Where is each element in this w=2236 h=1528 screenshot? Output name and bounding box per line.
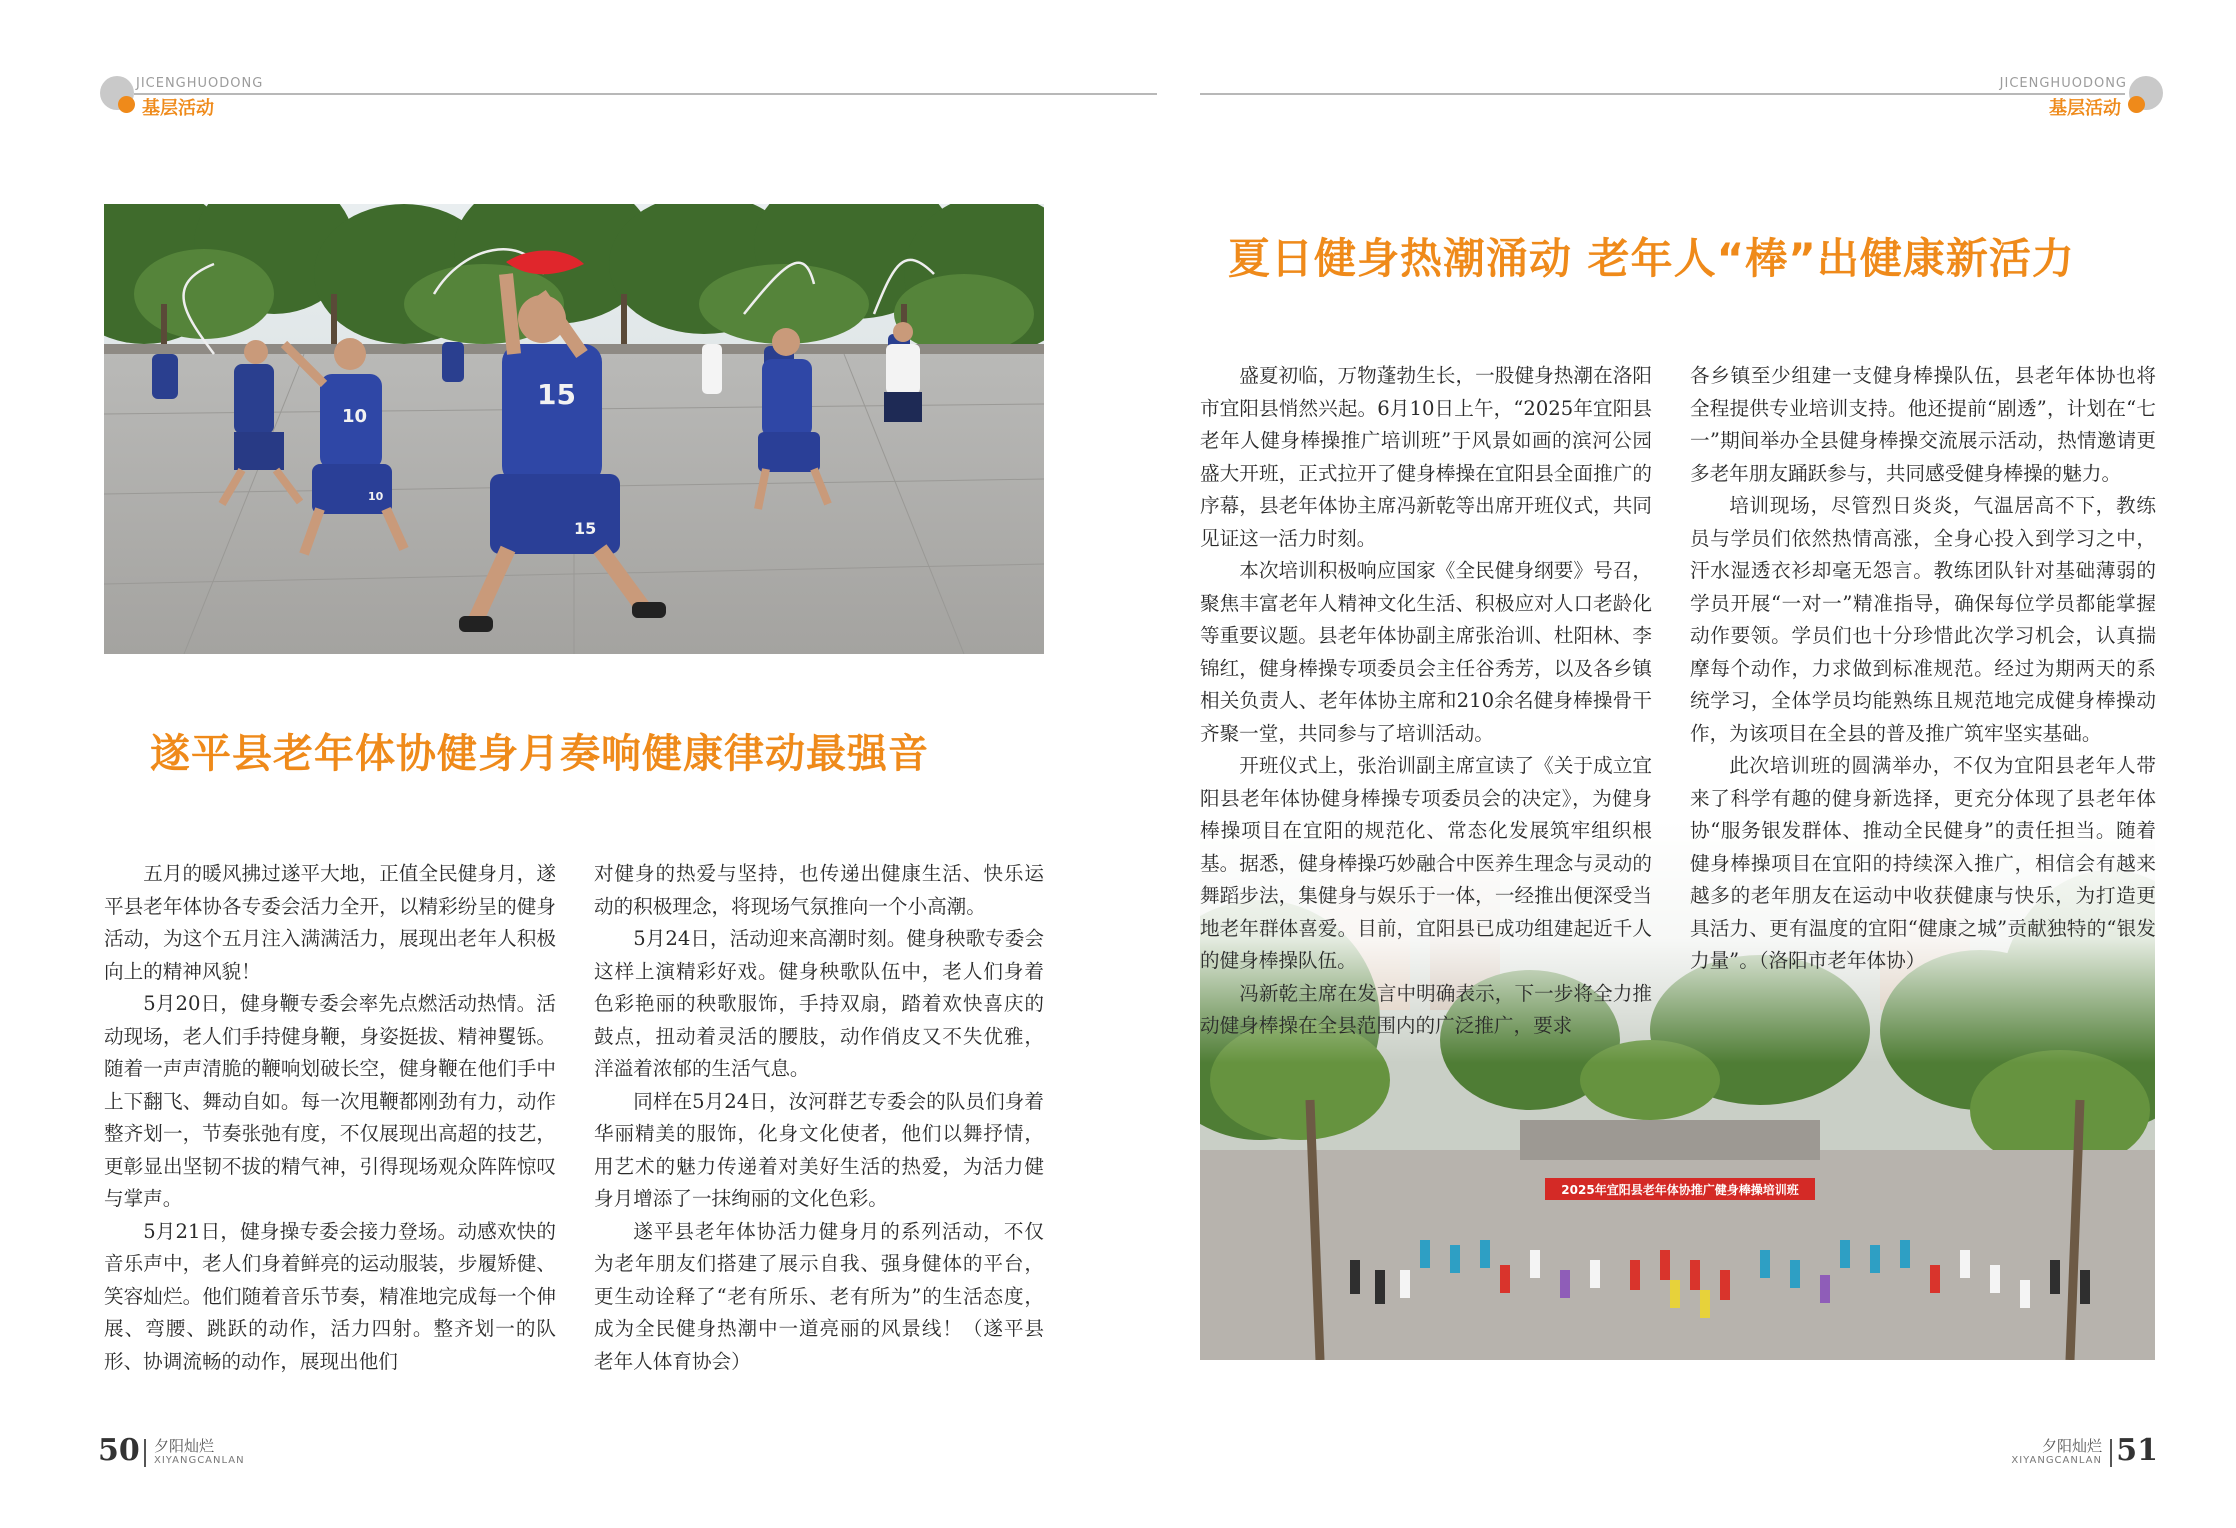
paragraph: 此次培训班的圆满举办，不仅为宜阳县老年人带来了科学有趣的健身新选择，更充分体现了县老年体协“服务银发群体、推动全民健身”的责任担当。随着健身棒操项目在宜阳的持续深入推广，相信会有越来越多的老年朋友在运动中收获健康与快乐，为打造更具活力、更有温度的宜阳“健康之城”贡献独特的“银发力量”。（洛阳市老年体协） bbox=[1690, 754, 2156, 972]
section-name-en: JICENGHUODONG bbox=[136, 76, 264, 91]
paragraph: 开班仪式上，张治训副主席宣读了《关于成立宜阳县老年体协健身棒操专项委员会的决定》，为健身棒操项目在宜阳的规范化、常态化发展筑牢组织根基。据悉，健身棒操巧妙融合中医养生理念与灵动的舞蹈步法，集健身与娱乐于一体，一经推出便深受当地老年群体喜爱。目前，宜阳县已成功组建起近千人的健身棒操队伍。 bbox=[1200, 754, 1652, 972]
magazine-name-cn: 夕阳灿烂 bbox=[2041, 1437, 2102, 1455]
magazine-name-cn: 夕阳灿烂 bbox=[154, 1437, 215, 1455]
paragraph: 培训现场，尽管烈日炎炎，气温居高不下，教练员与学员们依然热情高涨，全身心投入到学习之中，汗水湿透衣衫却毫无怨言。教练团队针对基础薄弱的学员开展“一对一”精准指导，确保每位学员都能掌握动作要领。学员们也十分珍惜此次学习机会，认真揣摩每个动作，力求做到标准规范。经过为期两天的系统学习，全体学员均能熟练且规范地完成健身棒操动作，为该项目在全县的普及推广筑牢坚实基础。 bbox=[1690, 494, 2156, 745]
page-number: 51 bbox=[2116, 1433, 2158, 1468]
article-column-right-1 bbox=[1200, 360, 1652, 1043]
paragraph: 5月20日，健身鞭专委会率先点燃活动热情。活动现场，老人们手持健身鞭，身姿挺拔、精神矍铄。随着一声声清脆的鞭响划破长空，健身鞭在他们手中上下翻飞、舞动自如。每一次甩鞭都刚劲有力，动作整齐划一，节奏张弛有度，不仅展现出高超的技艺，更彰显出坚韧不拔的精气神，引得现场观众阵阵惊叹与掌声。 bbox=[104, 992, 556, 1210]
magazine-name-en: XIYANGCANLAN bbox=[154, 1455, 245, 1466]
paragraph-continuation: 对健身的热爱与坚持，也传递出健康生活、快乐运动的积极理念，将现场气氛推向一个小高潮。 bbox=[594, 862, 1044, 918]
right-page bbox=[1118, 0, 2236, 1528]
shorts-number-10: 10 bbox=[368, 490, 384, 503]
article-column-right-2 bbox=[1690, 360, 2156, 978]
page-number: 50 bbox=[98, 1433, 140, 1468]
header-rule bbox=[134, 93, 1157, 95]
section-name-cn: 基层活动 bbox=[142, 98, 214, 119]
header-dot-icon bbox=[2128, 96, 2145, 113]
magazine-name-en: XIYANGCANLAN bbox=[2011, 1455, 2102, 1466]
folio-divider bbox=[2110, 1439, 2112, 1467]
paragraph-continuation: 各乡镇至少组建一支健身棒操队伍，县老年体协也将全程提供专业培训支持。他还提前“剧透”，计划在“七一”期间举办全县健身棒操交流展示活动，热情邀请更多老年朋友踊跃参与，共同感受健身棒操的魅力。 bbox=[1690, 364, 2156, 485]
paragraph: 盛夏初临，万物蓬勃生长，一股健身热潮在洛阳市宜阳县悄然兴起。6月10日上午，“2025年宜阳县老年人健身棒操推广培训班”于风景如画的滨河公园盛大开班，正式拉开了健身棒操在宜阳县全面推广的序幕，县老年体协主席冯新乾等出席开班仪式，共同见证这一活力时刻。 bbox=[1200, 364, 1652, 550]
whip-exercise-photo bbox=[104, 204, 1044, 654]
paragraph: 本次培训积极响应国家《全民健身纲要》号召，聚焦丰富老年人精神文化生活、积极应对人口老龄化等重要议题。县老年体协副主席张治训、杜阳林、李锦红，健身棒操专项委员会主任谷秀芳，以及各乡镇相关负责人、老年体协主席和210余名健身棒操骨干齐聚一堂，共同参与了培训活动。 bbox=[1200, 559, 1652, 745]
jersey-number-10: 10 bbox=[342, 406, 368, 427]
paragraph: 5月24日，活动迎来高潮时刻。健身秧歌专委会这样上演精彩好戏。健身秧歌队伍中，老人们身着色彩艳丽的秧歌服饰，手持双扇，踏着欢快喜庆的鼓点，扭动着灵活的腰肢，动作俏皮又不失优雅，洋溢着浓郁的生活气息。 bbox=[594, 927, 1044, 1080]
section-name-en: JICENGHUODONG bbox=[1999, 76, 2127, 91]
article-column-left-2 bbox=[594, 858, 1044, 1378]
article-title-left: 遂平县老年体协健身月奏响健康律动最强音 bbox=[150, 731, 929, 777]
header-rule bbox=[1200, 93, 2125, 95]
article-column-left-1 bbox=[104, 858, 556, 1378]
paragraph: 五月的暖风拂过遂平大地，正值全民健身月，遂平县老年体协各专委会活力全开，以精彩纷呈的健身活动，为这个五月注入满满活力，展现出老年人积极向上的精神风貌！ bbox=[104, 862, 556, 983]
folio-divider bbox=[144, 1439, 146, 1467]
article-title-right: 夏日健身热潮涌动 老年人“棒”出健康新活力 bbox=[1228, 234, 2075, 283]
jersey-number: 15 bbox=[537, 378, 576, 411]
paragraph: 遂平县老年体协活力健身月的系列活动，不仅为老年朋友们搭建了展示自我、强身健体的平台，更生动诠释了“老有所乐、老有所为”的生活态度，成为全民健身热潮中一道亮丽的风景线！（遂平县老年人体育协会） bbox=[594, 1219, 1044, 1373]
paragraph: 同样在5月24日，汝河群艺专委会的队员们身着华丽精美的服饰，化身文化使者，他们以舞抒情，用艺术的魅力传递着对美好生活的热爱，为活力健身月增添了一抹绚丽的文化色彩。 bbox=[594, 1089, 1044, 1210]
shorts-number: 15 bbox=[574, 519, 597, 538]
paragraph: 冯新乾主席在发言中明确表示，下一步将全力推动健身棒操在全县范围内的广泛推广，要求 bbox=[1200, 981, 1652, 1037]
section-header-left bbox=[100, 76, 1090, 122]
paragraph: 5月21日，健身操专委会接力登场。动感欢快的音乐声中，老人们身着鲜亮的运动服装，步履矫健、笑容灿烂。他们随着音乐节奏，精准地完成每一个伸展、弯腰、跳跃的动作，活力四射。整齐划一的队形、协调流畅的动作，展现出他们 bbox=[104, 1219, 556, 1373]
header-dot-icon bbox=[118, 96, 135, 113]
section-name-cn: 基层活动 bbox=[2049, 98, 2121, 119]
section-header-right bbox=[1118, 76, 2163, 122]
